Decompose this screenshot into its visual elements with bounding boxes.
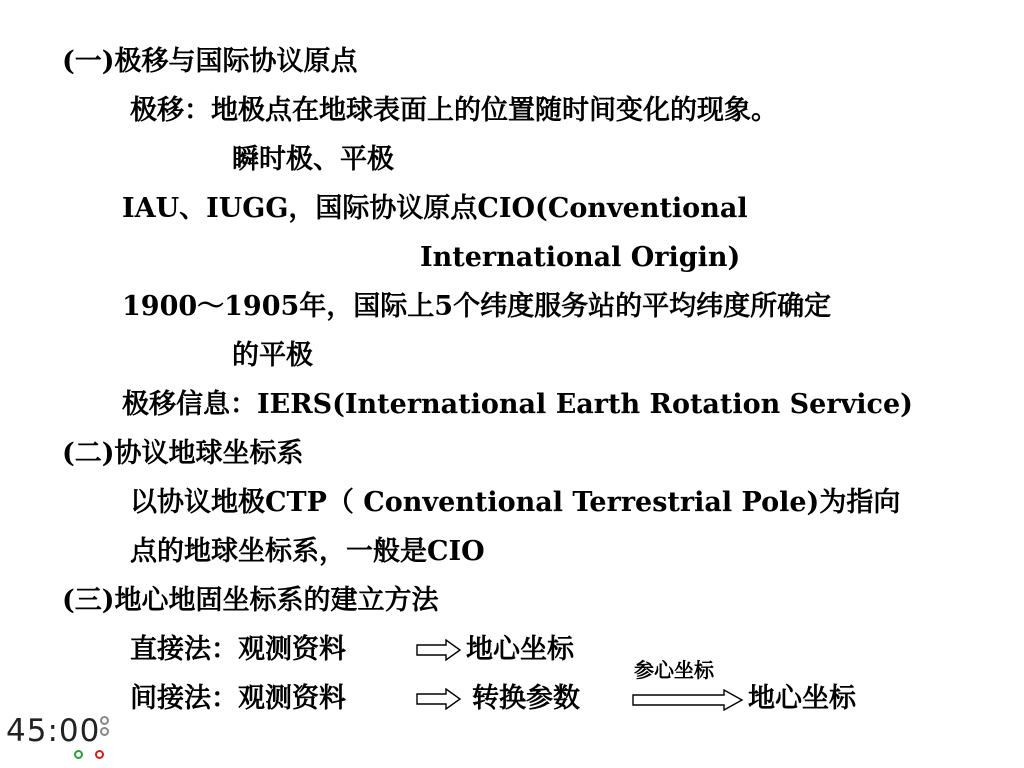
ctp-line-2: 点的地球坐标系，一般是CIO — [130, 536, 485, 567]
indirect-method-result: 地心坐标 — [748, 683, 856, 714]
mean-pole-line-1: 1900～1905年，国际上5个纬度服务站的平均纬度所确定 — [122, 291, 832, 322]
iers-info: 极移信息：IERS(International Earth Rotation Service) — [122, 389, 913, 420]
direct-method-label: 直接法：观测资料 — [130, 634, 346, 665]
geodetic-coordinate-note: 参心坐标 — [634, 658, 714, 682]
instantaneous-mean-pole: 瞬时极、平极 — [232, 144, 394, 175]
section-heading-2: (二)协议地球坐标系 — [62, 438, 304, 469]
ctp-line-1: 以协议地极CTP（ Conventional Terrestrial Pole)为指向 — [130, 487, 901, 518]
timer-stop-icon[interactable] — [95, 750, 104, 759]
direct-method-result: 地心坐标 — [466, 634, 574, 665]
cio-line-1: IAU、IUGG，国际协议原点CIO(Conventional — [122, 193, 748, 224]
timer-reset-icon[interactable] — [100, 727, 109, 736]
mean-pole-line-2: 的平极 — [232, 340, 313, 371]
long-arrow-icon — [632, 689, 744, 711]
indirect-arrow-icon — [416, 688, 462, 710]
section-heading-1: (一)极移与国际协议原点 — [62, 46, 358, 77]
indirect-method-label: 间接法：观测资料 — [130, 683, 346, 714]
section-heading-3: (三)地心地固坐标系的建立方法 — [62, 585, 439, 616]
timer-start-icon[interactable] — [74, 750, 83, 759]
countdown-timer: 45:00 — [6, 713, 101, 749]
direct-arrow-icon — [416, 639, 462, 661]
polar-motion-definition: 极移：地极点在地球表面上的位置随时间变化的现象。 — [130, 95, 778, 126]
timer-settings-icon[interactable] — [100, 716, 109, 725]
conversion-parameters: 转换参数 — [472, 683, 580, 714]
cio-line-2: International Origin) — [420, 242, 741, 273]
